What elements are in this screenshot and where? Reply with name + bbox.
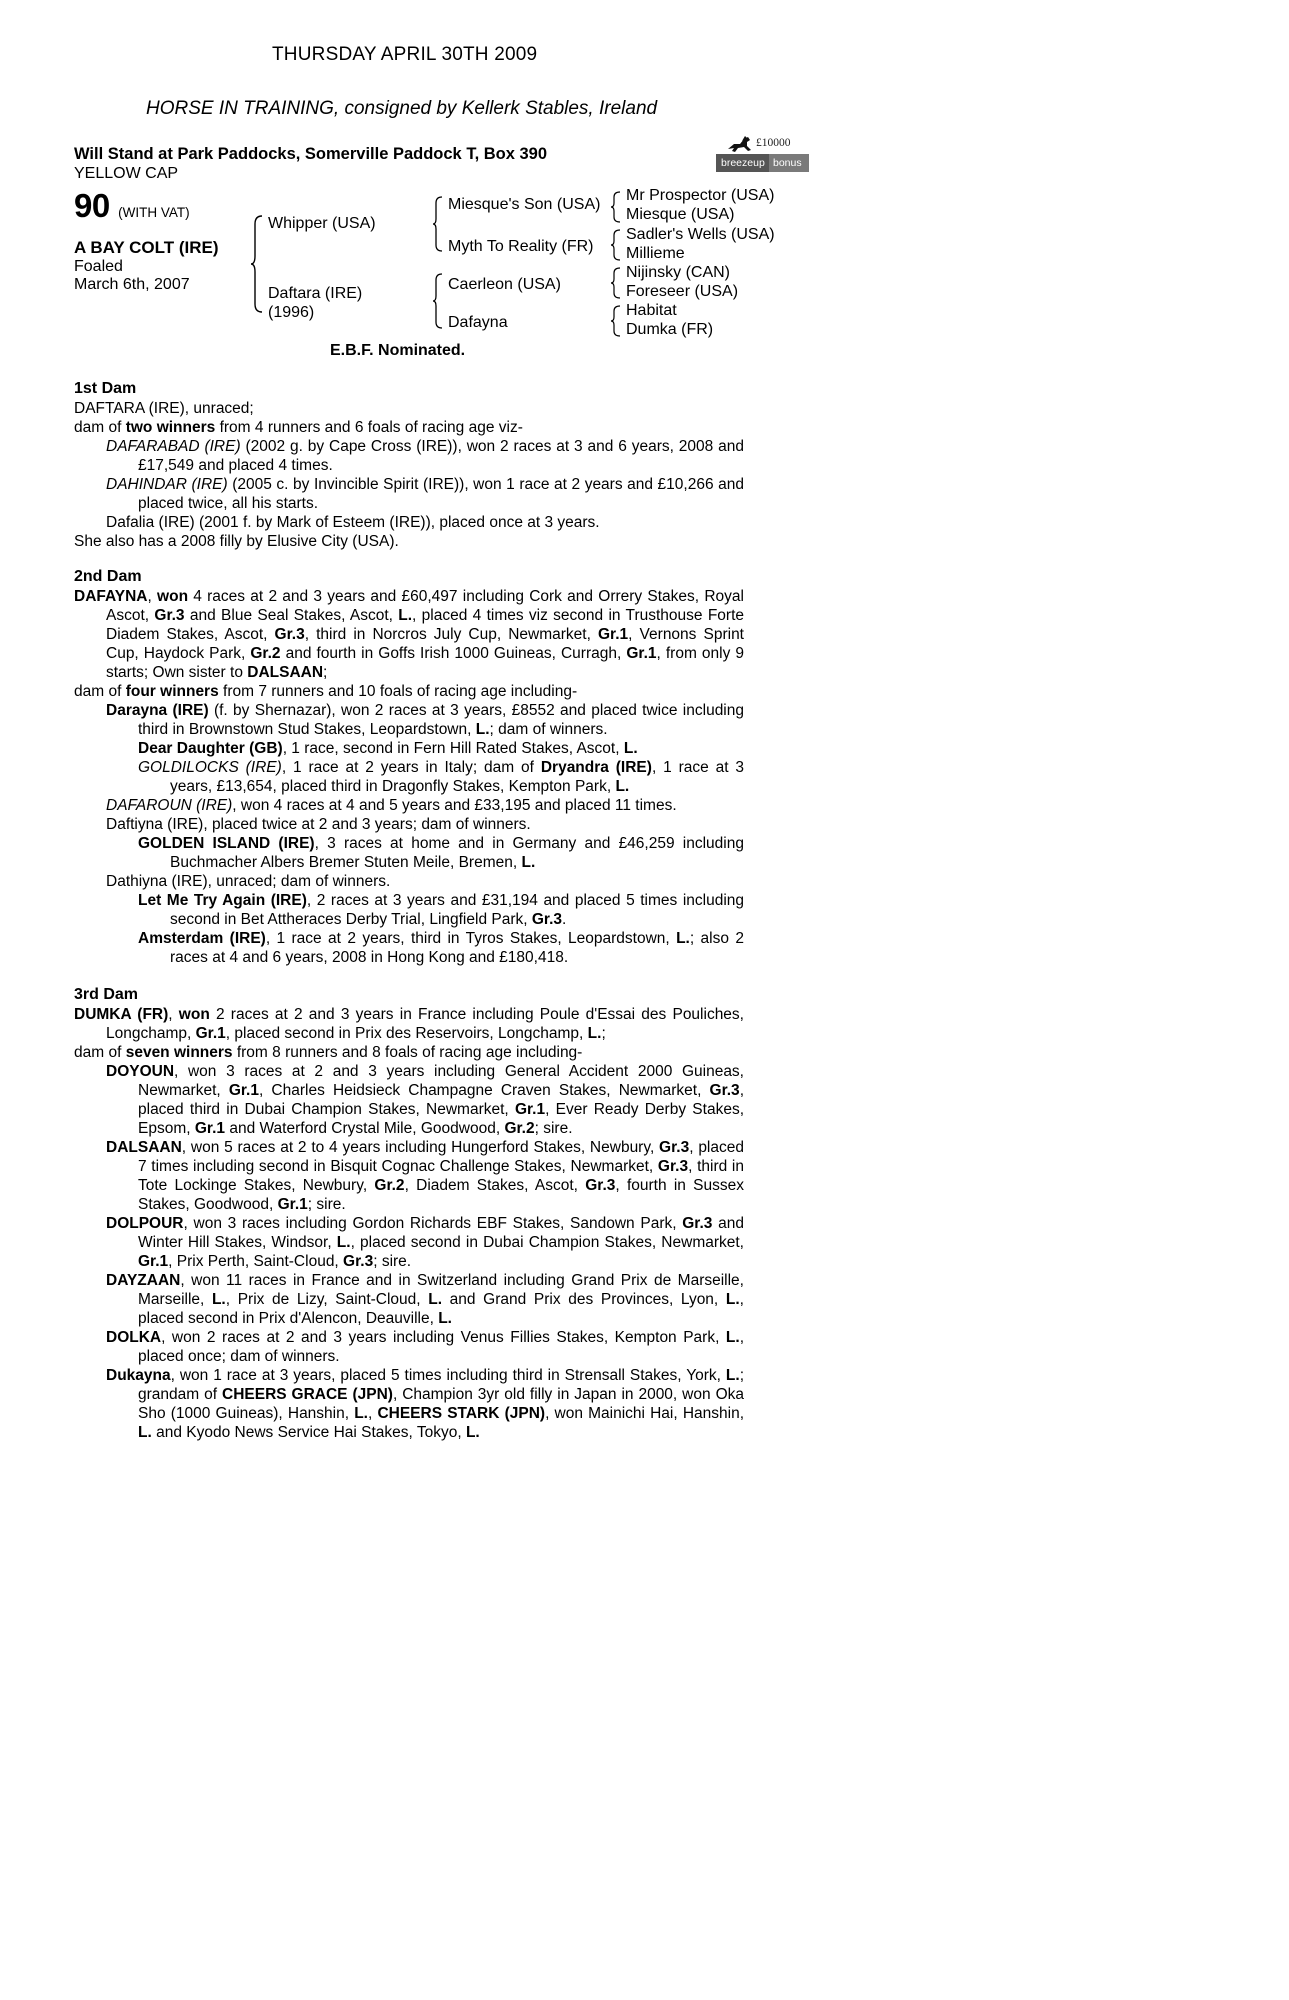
produce-record: GOLDEN ISLAND (IRE), 3 races at home and in Germany and £46,259 including Buchmacher Albers Bremer Stuten Meile, Bremen, L. bbox=[138, 835, 744, 871]
produce-record: DAHINDAR (IRE) (2005 c. by Invincible Spirit (IRE)), won 1 race at 2 years and £10,266 and placed twice, all his starts. bbox=[106, 476, 744, 512]
horse-icon bbox=[726, 135, 756, 155]
pedigree-brace-g3 bbox=[610, 266, 622, 300]
produce-record: DAFARABAD (IRE) (2002 g. by Cape Cross (IRE)), won 2 races at 3 and 6 years, 2008 and £17,549 and placed 4 times. bbox=[106, 438, 745, 474]
produce-note: She also has a 2008 filly by Elusive City (USA). bbox=[74, 533, 399, 550]
pedigree-brace-sire bbox=[432, 195, 444, 253]
pedigree-g7: Habitat bbox=[626, 302, 677, 319]
produce-record: DOLKA, won 2 races at 2 and 3 years including Venus Fillies Stakes, Kempton Park, L., placed once; dam of winners. bbox=[106, 1329, 744, 1365]
produce-record: Darayna (IRE) (f. by Shernazar), won 2 races at 3 years, £8552 and placed twice including third in Brownstown Stud Stakes, Leopardstown, L.; dam of winners. bbox=[106, 702, 744, 738]
pedigree-g3: Sadler's Wells (USA) bbox=[626, 226, 775, 243]
pedigree-brace-dam bbox=[432, 272, 444, 330]
pedigree-brace-g4 bbox=[610, 304, 622, 338]
badge-text-bonus: bonus bbox=[769, 154, 809, 172]
produce-record: Dathiyna (IRE), unraced; dam of winners. bbox=[106, 873, 391, 890]
second-dam-section bbox=[74, 587, 744, 967]
vat-note: (WITH VAT) bbox=[118, 205, 190, 220]
second-dam-record: DAFAYNA, won 4 races at 2 and 3 years and £60,497 including Cork and Orrery Stakes, Royal Ascot, Gr.3 and Blue Seal Stakes, Ascot, L., placed 4 times viz second in Trusthouse Forte Diadem Stakes, Ascot, Gr.3, third in Norcros July Cup, Newmarket, Gr.1, Vernons Sprint Cup, Haydock Park, Gr.2 and fourth in Goffs Irish 1000 Guineas, Curragh, Gr.1, from only 9 starts; Own sister to DALSAAN; bbox=[74, 588, 745, 681]
produce-record: Daftiyna (IRE), placed twice at 2 and 3 years; dam of winners. bbox=[106, 816, 531, 833]
lot-number-block bbox=[74, 187, 190, 225]
produce-record: DOLPOUR, won 3 races including Gordon Richards EBF Stakes, Sandown Park, Gr.3 and Winter Hill Stakes, Windsor, L., placed second in Dubai Champion Stakes, Newmarket, Gr.1, Prix Perth, Saint-Cloud, Gr.3; sire. bbox=[106, 1215, 744, 1270]
pedigree-g6: Foreseer (USA) bbox=[626, 283, 739, 300]
badge-text-breezeup: breezeup bbox=[721, 157, 765, 169]
produce-record: Let Me Try Again (IRE), 2 races at 3 years and £31,194 and placed 5 times including second in Bet Attheraces Derby Trial, Lingfield Park, Gr.3. bbox=[138, 892, 745, 928]
lot-description: A BAY COLT (IRE) bbox=[74, 238, 219, 257]
breezeup-bonus-badge bbox=[716, 135, 809, 175]
first-dam-heading: 1st Dam bbox=[74, 380, 137, 397]
second-dam-heading: 2nd Dam bbox=[74, 568, 142, 585]
produce-record: DAYZAAN, won 11 races in France and in Switzerland including Grand Prix de Marseille, Marseille, L., Prix de Lizy, Saint-Cloud, L. and Grand Prix des Provinces, Lyon, L., placed second in Prix d'Alencon, Deauville, L. bbox=[106, 1272, 744, 1327]
pedigree-g4: Millieme bbox=[626, 245, 685, 262]
third-dam-section bbox=[74, 1005, 744, 1442]
pedigree-brace-g2 bbox=[610, 228, 622, 262]
stand-location: Will Stand at Park Paddocks, Somerville Paddock T, Box 390 bbox=[74, 145, 548, 163]
consignment-line: HORSE IN TRAINING, consigned by Kellerk Stables, Ireland bbox=[146, 98, 658, 119]
pedigree-brace-main bbox=[250, 214, 264, 314]
produce-record: Dafalia (IRE) (2001 f. by Mark of Esteem (IRE)), placed once at 3 years. bbox=[106, 514, 600, 531]
produce-record: GOLDILOCKS (IRE), 1 race at 2 years in Italy; dam of Dryandra (IRE), 1 race at 3 years, £13,654, placed third in Dragonfly Stakes, Kempton Park, L. bbox=[138, 759, 745, 795]
cap-colour: YELLOW CAP bbox=[74, 165, 179, 182]
pedigree-sire: Whipper (USA) bbox=[268, 215, 376, 232]
pedigree-brace-g1 bbox=[610, 190, 622, 224]
produce-record: Amsterdam (IRE), 1 race at 2 years, third in Tyros Stakes, Leopardstown, L.; also 2 races at 4 and 6 years, 2008 in Hong Kong and £180,418. bbox=[138, 930, 744, 966]
badge-bar bbox=[716, 154, 809, 172]
pedigree-dam: Daftara (IRE) bbox=[268, 285, 363, 302]
lot-number: 90 bbox=[74, 187, 110, 224]
produce-record: DOYOUN, won 3 races at 2 and 3 years including General Accident 2000 Guineas, Newmarket, Gr.1, Charles Heidsieck Champagne Craven Stakes, Newmarket, Gr.3, placed third in Dubai Champion Stakes, Newmarket, Gr.1, Ever Ready Derby Stakes, Epsom, Gr.1 and Waterford Crystal Mile, Goodwood, Gr.2; sire. bbox=[106, 1063, 744, 1137]
first-dam-section bbox=[74, 399, 744, 551]
produce-record: Dukayna, won 1 race at 3 years, placed 5 times including third in Strensall Stakes, York, L.; grandam of CHEERS GRACE (JPN), Champion 3yr old filly in Japan in 2000, won Oka Sho (1000 Guineas), Hanshin, L., CHEERS STARK (JPN), won Mainichi Hai, Hanshin, L. and Kyodo News Service Hai Stakes, Tokyo, L. bbox=[106, 1367, 744, 1441]
produce-record: Dear Daughter (GB), 1 race, second in Fern Hill Rated Stakes, Ascot, L. bbox=[138, 740, 638, 757]
ebf-nomination: E.B.F. Nominated. bbox=[330, 342, 466, 359]
pedigree-g5: Nijinsky (CAN) bbox=[626, 264, 730, 281]
pedigree-dam-sire: Caerleon (USA) bbox=[448, 276, 561, 293]
first-dam-line: DAFTARA (IRE), unraced; bbox=[74, 400, 254, 417]
pedigree-sire-sire: Miesque's Son (USA) bbox=[448, 196, 601, 213]
sale-date: THURSDAY APRIL 30TH 2009 bbox=[272, 44, 538, 65]
foaled-label: Foaled bbox=[74, 258, 123, 275]
produce-record: DAFAROUN (IRE), won 4 races at 4 and 5 years and £33,195 and placed 11 times. bbox=[106, 797, 677, 814]
produce-record: DALSAAN, won 5 races at 2 to 4 years including Hungerford Stakes, Newbury, Gr.3, placed 7 times including second in Bisquit Cognac Challenge Stakes, Newmarket, Gr.3, third in Tote Lockinge Stakes, Newbury, Gr.2, Diadem Stakes, Ascot, Gr.3, fourth in Sussex Stakes, Goodwood, Gr.1; sire. bbox=[106, 1139, 744, 1213]
pedigree-sire-dam: Myth To Reality (FR) bbox=[448, 238, 594, 255]
first-dam-winners-line: dam of two winners from 4 runners and 6 foals of racing age viz- bbox=[74, 419, 523, 436]
pedigree-dam-dam: Dafayna bbox=[448, 314, 508, 331]
pedigree-g1: Mr Prospector (USA) bbox=[626, 187, 775, 204]
pedigree-g8: Dumka (FR) bbox=[626, 321, 714, 338]
pedigree-g2: Miesque (USA) bbox=[626, 206, 735, 223]
bonus-amount: £10000 bbox=[756, 137, 791, 149]
pedigree-dam-year: (1996) bbox=[268, 304, 315, 321]
third-dam-winners-line: dam of seven winners from 8 runners and 8 foals of racing age including- bbox=[74, 1044, 583, 1061]
third-dam-heading: 3rd Dam bbox=[74, 986, 139, 1003]
second-dam-winners-line: dam of four winners from 7 runners and 10 foals of racing age including- bbox=[74, 683, 578, 700]
foaled-date: March 6th, 2007 bbox=[74, 276, 190, 293]
third-dam-record: DUMKA (FR), won 2 races at 2 and 3 years in France including Poule d'Essai des Pouliches, Longchamp, Gr.1, placed second in Prix des Reservoirs, Longchamp, L.; bbox=[74, 1006, 744, 1042]
